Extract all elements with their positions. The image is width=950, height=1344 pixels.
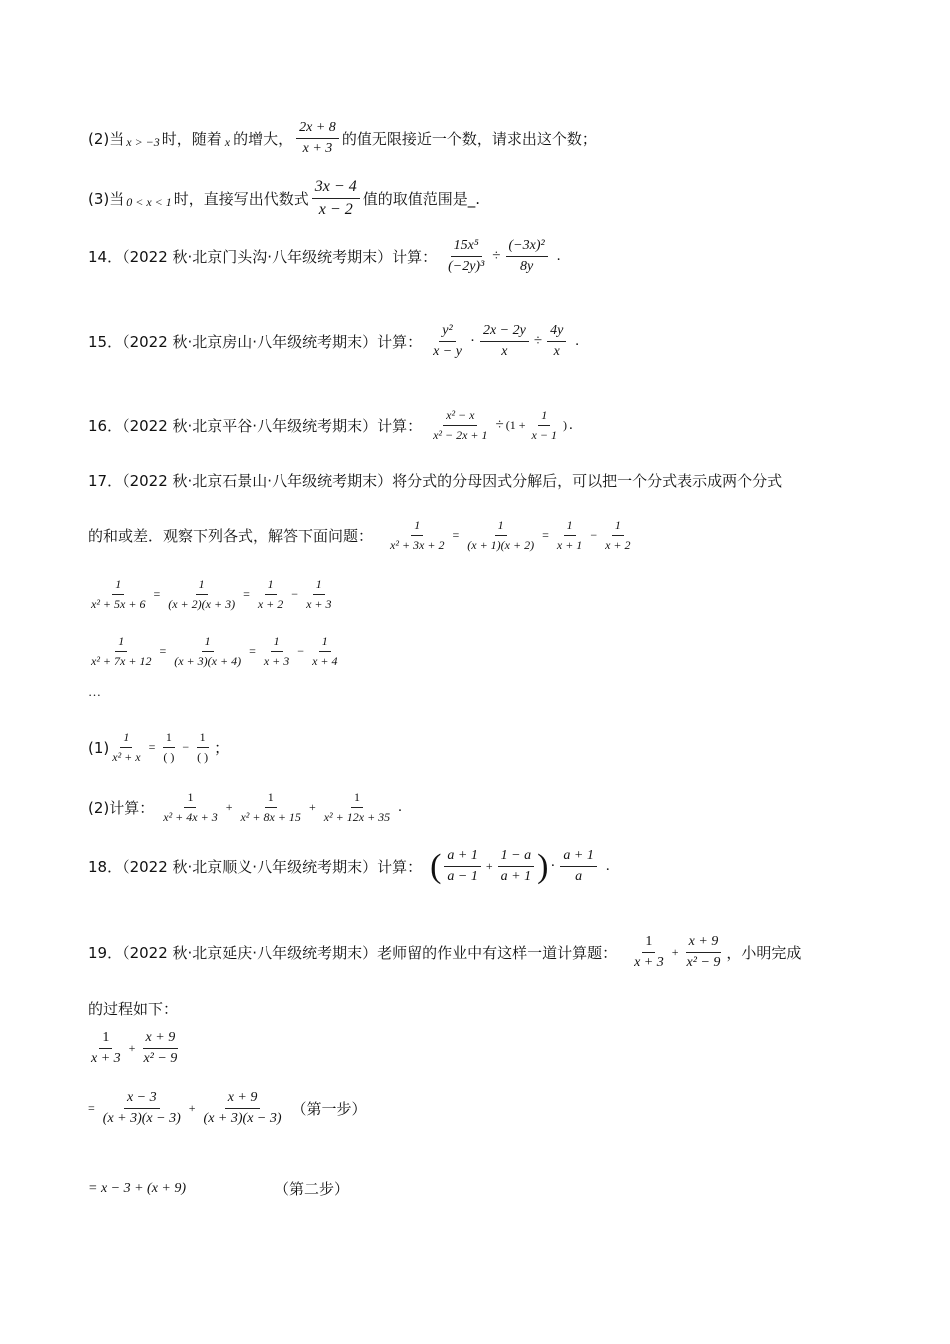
- q19-step1-label: （第一步）: [291, 1100, 367, 1118]
- q18-fraction-2: $\frac{1 - a}{a + 1}$: [498, 848, 534, 885]
- q18-label: 18．（2022 秋·北京顺义·八年级统考期末）计算：: [88, 858, 423, 876]
- q17-p1-blank-2: $\frac{1}{( )}$: [197, 730, 209, 764]
- q17-eq0-eq1: =: [452, 528, 460, 542]
- q18-plus: +: [485, 859, 493, 873]
- q19-fraction-1: $\frac{1}{x + 3}$: [634, 934, 664, 970]
- q17-eq1-eq1: =: [153, 587, 161, 601]
- q15-fraction-3: $\frac{4y}{x}$: [547, 323, 566, 360]
- q17-p2-plus-1: +: [225, 800, 233, 814]
- q18-fraction-3: $\frac{a + 1}{a}$: [560, 848, 596, 885]
- q15-divide-sign: ÷: [533, 333, 543, 349]
- q15-dot: ·: [469, 333, 475, 349]
- q17-p1-label: (1): [88, 738, 110, 757]
- q13-p3-cond: 0 < x < 1: [126, 195, 172, 209]
- q13-part3: [88, 178, 480, 219]
- q14-fraction-1: $\frac{\text{15x⁵}}{\text{(−2y)³}}$: [448, 238, 485, 274]
- q16-divide-sign: ÷: [495, 417, 504, 433]
- q17-p1-blank-1: $\frac{1}{( )}$: [163, 730, 175, 764]
- q19-label: 19．（2022 秋·北京延庆·八年级统考期末）老师留的作业中有这样一道计算题：: [88, 944, 618, 962]
- question-16: [88, 408, 575, 443]
- q17-eq0-c: $\frac{1}{x + 1}$: [556, 518, 583, 552]
- q17-line2: [88, 518, 637, 553]
- q14-label: 14．（2022 秋·北京门头沟·八年级统考期末）计算：: [88, 248, 438, 266]
- q19-work-fraction-2: $\frac{x + 9}{\text{x² − 9}}$: [143, 1030, 178, 1066]
- q16-label: 16．（2022 秋·北京平谷·八年级统考期末）计算：: [88, 417, 423, 435]
- q13-p2-post: 的值无限接近一个数，请求出这个数；: [341, 130, 597, 148]
- q17-p1-eq: =: [148, 740, 156, 754]
- question-19: [88, 934, 801, 971]
- q17-ellipsis: …: [88, 684, 101, 699]
- q17-p2-term-3: $\frac{1}{\text{x² + 12x + 35}}$: [323, 790, 391, 824]
- q15-label: 15．（2022 秋·北京房山·八年级统考期末）计算：: [88, 333, 423, 351]
- q19-label-post: ，小明完成: [726, 944, 802, 962]
- q19-step1: [88, 1090, 367, 1127]
- q17-eq2-eq1: =: [159, 644, 167, 658]
- q14-fraction-2: $\frac{\text{(−3x)²}}{8y}$: [506, 238, 548, 275]
- q19-step2-expr: = x − 3 + (x + 9): [88, 1180, 187, 1196]
- q17-intro: 的和或差．观察下列各式，解答下面问题：: [88, 527, 374, 545]
- q17-eq2-minus: −: [297, 644, 305, 658]
- q15-end: .: [575, 333, 580, 349]
- q17-eq1-a: $\frac{1}{\text{x² + 5x + 6}}$: [91, 577, 146, 611]
- question-15: [88, 323, 581, 360]
- q17-eq2-eq2: =: [249, 644, 256, 658]
- q18-fraction-1: $\frac{a + 1}{a - 1}$: [444, 848, 480, 885]
- q19-step1-plus: +: [188, 1101, 196, 1115]
- q17-eq1-c: $\frac{1}{x + 2}$: [257, 577, 284, 611]
- q19-work-fraction-1: $\frac{1}{x + 3}$: [91, 1030, 121, 1066]
- q19-line2: 的过程如下：: [88, 1000, 179, 1018]
- question-18: [88, 848, 612, 885]
- q17-part1: [88, 730, 229, 765]
- q17-line1: 17．（2022 秋·北京石景山·八年级统考期末）将分式的分母因式分解后，可以把一个分式表示成两个分式: [88, 472, 783, 490]
- q19-step2: [88, 1178, 349, 1199]
- q16-paren-open: (1 +: [505, 418, 526, 432]
- q17-p2-end: .: [398, 799, 402, 815]
- q18-paren-open: (: [430, 847, 442, 885]
- q17-p1-fraction: $\frac{1}{\text{x² + x}}$: [112, 730, 141, 764]
- q14-divide-sign: ÷: [492, 248, 501, 264]
- q13-p2-var: x: [224, 135, 231, 149]
- q17-eq1: [88, 577, 338, 612]
- q13-p2-mid1: 时，随着: [161, 130, 222, 148]
- q14-end: .: [556, 248, 561, 264]
- q19-step1-fraction-2: $\frac{x + 9}{(x + 3)(x - 3)}$: [203, 1090, 282, 1126]
- q13-p2-pre: (2)当: [88, 130, 125, 148]
- q19-plus: +: [671, 945, 679, 959]
- q17-eq1-b: $\frac{1}{(x + 2)(x + 3)}$: [168, 577, 236, 611]
- q17-p1-minus: −: [182, 740, 190, 754]
- q17-eq0-minus: −: [590, 528, 598, 542]
- q17-part2: [88, 790, 404, 825]
- q16-paren-close: ): [562, 418, 567, 432]
- q17-eq0-d: $\frac{1}{x + 2}$: [605, 518, 631, 552]
- q17-eq0-a: $\frac{1}{\text{x² + 3x + 2}}$: [390, 518, 445, 552]
- question-14: [88, 238, 562, 275]
- q19-fraction-2: $\frac{x + 9}{\text{x² − 9}}$: [686, 934, 721, 970]
- q17-eq1-d: $\frac{1}{x + 3}$: [306, 577, 332, 611]
- q18-end: .: [605, 858, 610, 874]
- q19-step1-fraction-1: $\frac{x - 3}{(x + 3)(x - 3)}$: [102, 1090, 181, 1126]
- q19-step2-label: （第二步）: [274, 1180, 350, 1198]
- q18-paren-close: ): [537, 847, 549, 885]
- q17-p2-term-1: $\frac{1}{\text{x² + 4x + 3}}$: [163, 790, 218, 824]
- q17-p2-term-2: $\frac{1}{\text{x² + 8x + 15}}$: [240, 790, 301, 824]
- q19-work-plus: +: [128, 1041, 136, 1055]
- q13-p3-pre: (3)当: [88, 190, 125, 208]
- q15-fraction-2: $\frac{2x - 2y}{x}$: [480, 323, 529, 360]
- q13-p2-cond: x > −3: [126, 135, 160, 149]
- q17-eq2: [88, 634, 344, 669]
- q17-eq0-eq2: =: [542, 528, 549, 542]
- q17-eq2-d: $\frac{1}{x + 4}$: [312, 634, 338, 668]
- q15-fraction-1: $\frac{\text{y²}}{x - y}$: [433, 323, 462, 359]
- q13-p2-fraction: $\frac{2x + 8}{x + 3}$: [296, 120, 339, 157]
- q19-work-start: [88, 1030, 183, 1067]
- q13-p3-mid: 时，直接写出代数式: [173, 190, 309, 208]
- q13-p3-post: 值的取值范围是_.: [362, 190, 480, 208]
- q18-dot: ·: [550, 858, 556, 874]
- q17-eq2-c: $\frac{1}{x + 3}$: [263, 634, 290, 668]
- q17-eq2-b: $\frac{1}{(x + 3)(x + 4)}$: [174, 634, 242, 668]
- q16-fraction-1: $\frac{\text{x² − x}}{\text{x² − 2x + 1}}$: [433, 408, 488, 442]
- q17-eq0-b: $\frac{1}{(x + 1)(x + 2)}$: [467, 518, 535, 552]
- q19-step1-eq: =: [88, 1101, 95, 1115]
- q16-end: .: [568, 417, 573, 433]
- q17-p2-label: (2)计算：: [88, 799, 155, 817]
- q16-fraction-2: $\frac{1}{x - 1}$: [531, 408, 557, 442]
- q17-p1-end: ；: [214, 739, 230, 757]
- q17-eq1-minus: −: [291, 587, 299, 601]
- q17-eq2-a: $\frac{1}{\text{x² + 7x + 12}}$: [91, 634, 152, 668]
- q13-part2: [88, 120, 597, 157]
- q17-p2-plus-2: +: [308, 800, 316, 814]
- q17-eq1-eq2: =: [243, 587, 250, 601]
- q13-p2-mid2: 的增大，: [233, 130, 294, 148]
- q13-p3-fraction: $\frac{3x - 4}{x - 2}$: [312, 178, 360, 219]
